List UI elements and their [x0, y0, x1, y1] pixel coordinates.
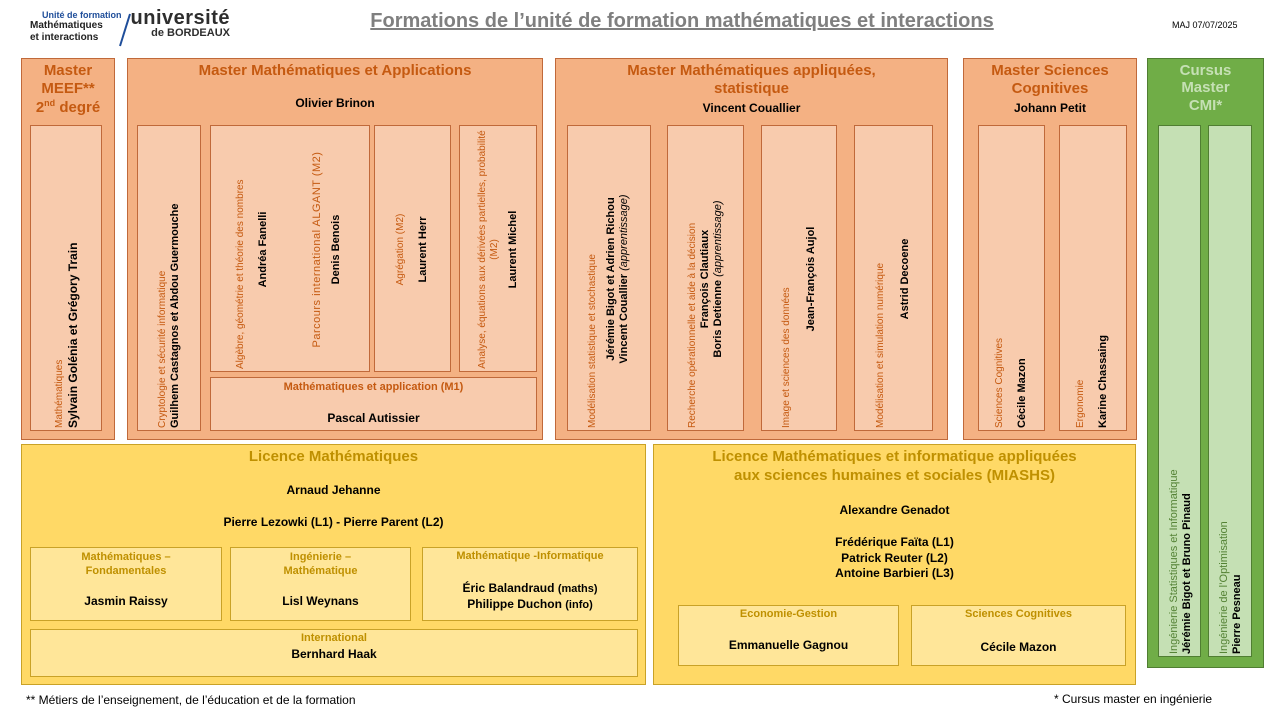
msc-head: Johann Petit	[1013, 101, 1086, 115]
mmas-track-ro-note: (apprentissage)	[712, 200, 724, 277]
mmas-track-ro-people1: François Clautiaux	[698, 229, 711, 329]
master-maths-applications-box	[127, 58, 543, 440]
lmath-title: Licence Mathématiques	[248, 448, 419, 465]
mma-track-analyse-people: Laurent Michel	[507, 210, 520, 289]
cmi-title-line2: Master	[1181, 79, 1230, 97]
lmath-track-info-note-a: (maths)	[557, 583, 598, 595]
mma-track-algebre-people: Andréa Fanelli	[257, 211, 270, 288]
footer-note-meef: ** Métiers de l’enseignement, de l’éducation et de la formation	[26, 693, 356, 707]
lmath-head: Arnaud Jehanne	[286, 483, 381, 497]
msc-track-ergonomie-people: Karine Chassaing	[1097, 335, 1110, 428]
master-meef-title	[22, 62, 114, 117]
mmas-track-ro-vertical	[672, 130, 740, 428]
mma-track-crypto	[137, 125, 201, 431]
master-meef-title-line2: MEEF**	[41, 80, 95, 97]
mma-track-algebre	[210, 125, 370, 372]
miashs-title	[654, 448, 1135, 486]
mmas-track-ro-label: Recherche opérationnelle et aide à la décision	[686, 222, 698, 428]
unit-logo-line2: Mathématiques	[30, 20, 103, 32]
mma-track-crypto-label: Cryptologie et sécurité informatique	[157, 270, 169, 428]
mma-track-agregation-people: Laurent Herr	[417, 216, 430, 283]
mmas-head: Vincent Couallier	[702, 101, 801, 115]
cmi-track-optim-vertical	[1212, 130, 1250, 654]
unit-logo-line1: Unité de formation	[42, 10, 122, 20]
cmi-track-optim	[1208, 125, 1252, 657]
mmas-track-stat-label: Modélisation statistique et stochastique	[586, 254, 598, 428]
miashs-people	[654, 535, 1135, 582]
mma-track-algant-people: Denis Benois	[330, 214, 342, 285]
mmas-track-stat-people1: Jérémie Bigot et Adrien Richou	[604, 197, 617, 361]
meef-math-vertical	[37, 130, 97, 428]
cmi-title-line3: CMI*	[1188, 96, 1223, 114]
miashs-title-line2: aux sciences humaines et sociales (MIASHS)	[734, 466, 1055, 484]
master-meef-box	[21, 58, 115, 440]
mmas-track-stat-vertical	[572, 130, 646, 428]
msc-title-line2: Cognitives	[1011, 80, 1089, 97]
mma-track-algant-vertical	[289, 130, 365, 369]
university-logo-sub: de BORDEAUX	[151, 27, 230, 39]
master-meef-title-sup: nd	[44, 98, 56, 108]
meef-math-people: Sylvain Golénia et Grégory Train	[65, 242, 80, 428]
page-title: Formations de l’unité de formation mathématiques et interactions	[370, 10, 994, 32]
miashs-track-eco-people: Emmanuelle Gagnou	[728, 638, 849, 652]
cursus-master-cmi-box	[1147, 58, 1264, 668]
mmas-track-stat	[567, 125, 651, 431]
mmas-track-stat-people2-line	[618, 130, 631, 428]
mma-track-analyse	[459, 125, 537, 372]
miashs-track-cogni-people: Cécile Mazon	[980, 640, 1057, 654]
mmas-title-line2: statistique	[713, 80, 789, 97]
licence-miashs-box	[653, 444, 1136, 685]
unit-logo-line3: et interactions	[30, 31, 99, 43]
msc-track-sciences	[978, 125, 1045, 431]
msc-track-ergonomie-label: Ergonomie	[1075, 379, 1087, 428]
mmas-track-ro-people2: Boris Detienne	[712, 279, 724, 358]
mma-track-analyse-vertical	[464, 130, 534, 369]
lmath-track-ingenierie-label: Ingénierie – Mathématique	[283, 551, 358, 578]
cmi-track-isi-label: Ingénierie Statistiques et Informatique	[1167, 469, 1180, 654]
lmath-track-fondamentales	[30, 547, 222, 621]
mma-track-algant-text	[289, 130, 365, 369]
msc-track-ergonomie-text	[1064, 130, 1122, 428]
lmath-international-box	[30, 629, 638, 677]
cmi-track-isi-people: Jérémie Bigot et Bruno Pinaud	[1181, 493, 1193, 654]
mmas-track-image-people: Jean-François Aujol	[805, 226, 818, 332]
miashs-people-l1: Frédérique Faïta (L1)	[835, 535, 954, 549]
mma-track-agregation	[374, 125, 451, 372]
master-maths-appliquees-box	[555, 58, 948, 440]
master-meef-title-line1: Master	[43, 62, 93, 79]
update-date: MAJ 07/07/2025	[1172, 20, 1238, 30]
msc-track-sciences-people: Cécile Mazon	[1016, 358, 1029, 428]
university-logo	[130, 8, 230, 39]
lmath-international-people: Bernhard Haak	[291, 647, 377, 661]
mma-track-algebre-vertical	[215, 130, 291, 369]
lmath-track-ingenierie-people: Lisl Weynans	[282, 594, 359, 608]
meef-math-text	[37, 130, 97, 428]
mmas-track-simu-label: Modélisation et simulation numérique	[875, 262, 887, 428]
university-logo-name: université	[130, 7, 230, 29]
lmath-track-info-label: Mathématique -Informatique	[456, 550, 604, 562]
msc-track-sciences-text	[983, 130, 1041, 428]
mma-title: Master Mathématiques et Applications	[198, 62, 472, 79]
miashs-track-eco-label: Economie-Gestion	[739, 608, 838, 620]
mmas-track-stat-text	[572, 130, 646, 428]
lmath-track-info	[422, 547, 638, 621]
mmas-track-image	[761, 125, 837, 431]
lmath-track-fondamentales-people: Jasmin Raissy	[84, 594, 168, 608]
master-meef-title-line3	[22, 98, 114, 117]
mma-track-crypto-people: Guilhem Castagnos et Abdou Guermouche	[169, 203, 182, 428]
mmas-title	[556, 62, 947, 98]
miashs-track-eco	[678, 605, 899, 666]
lmath-track-info-line-a	[423, 581, 637, 595]
lmath-heads2: Pierre Lezowki (L1) - Pierre Parent (L2)	[223, 515, 444, 529]
cmi-track-isi-vertical	[1162, 130, 1200, 654]
msc-title-line1: Master Sciences	[991, 62, 1109, 79]
mmas-track-simu-vertical	[859, 130, 929, 428]
mmas-track-simu-people: Astrid Decoene	[899, 238, 912, 320]
mmas-track-image-text	[766, 130, 834, 428]
miashs-track-cogni	[911, 605, 1126, 666]
mmas-track-stat-people2: Vincent Couallier	[618, 273, 630, 364]
mma-m1-box	[210, 377, 537, 431]
mmas-track-image-vertical	[766, 130, 834, 428]
mmas-track-ro	[667, 125, 744, 431]
cmi-title	[1148, 62, 1263, 114]
unit-logo	[30, 10, 130, 43]
msc-track-ergonomie	[1059, 125, 1127, 431]
lmath-track-info-people-b: Philippe Duchon	[467, 597, 562, 611]
mmas-title-line1: Master Mathématiques appliquées,	[627, 62, 876, 79]
footer-note-cmi: * Cursus master en ingénierie	[1054, 692, 1213, 706]
lmath-track-fondamentales-label: Mathématiques – Fondamentales	[81, 551, 171, 578]
msc-title	[964, 62, 1136, 98]
mma-track-algebre-label: Algèbre, géométrie et théorie des nombres	[235, 179, 247, 369]
miashs-title-line1: Licence Mathématiques et informatique appliquées	[712, 448, 1077, 465]
mma-m1-people: Pascal Autissier	[327, 411, 420, 425]
mma-head: Olivier Brinon	[295, 96, 375, 110]
mma-track-crypto-vertical	[142, 130, 198, 428]
lmath-track-ingenierie	[230, 547, 411, 621]
cmi-track-optim-people: Pierre Pesneau	[1231, 574, 1243, 654]
miashs-people-l2: Patrick Reuter (L2)	[841, 550, 948, 565]
mma-track-agregation-vertical	[379, 130, 447, 369]
miashs-track-cogni-label: Sciences Cognitives	[965, 608, 1072, 620]
lmath-track-info-note-b: (info)	[565, 599, 593, 611]
miashs-head: Alexandre Genadot	[839, 503, 950, 517]
cmi-track-optim-label: Ingénierie de l’Optimisation	[1217, 521, 1230, 654]
miashs-people-l3: Antoine Barbieri (L3)	[835, 566, 954, 581]
mmas-track-stat-note: (apprentissage)	[618, 194, 630, 271]
cmi-track-optim-text	[1212, 130, 1250, 654]
mmas-track-simu-text	[859, 130, 929, 428]
lmath-track-info-people-a: Éric Balandraud	[462, 581, 555, 595]
cmi-title-line1: Cursus	[1179, 62, 1232, 79]
mma-track-algant-label: Parcours international ALGANT (M2)	[310, 151, 323, 348]
cmi-track-isi-text	[1162, 130, 1200, 654]
mma-track-analyse-label: Analyse, équations aux dérivées partielles, probabilité (M2)	[477, 130, 501, 369]
mma-track-analyse-text	[464, 130, 534, 369]
msc-track-ergonomie-vertical	[1064, 130, 1122, 428]
mmas-track-image-label: Image et sciences des données	[781, 287, 793, 428]
mmas-track-simu	[854, 125, 933, 431]
mma-track-crypto-text	[142, 130, 198, 428]
mma-m1-label: Mathématiques et application (M1)	[283, 381, 464, 393]
lmath-track-info-line-b	[423, 597, 637, 611]
msc-track-sciences-vertical	[983, 130, 1041, 428]
meef-math-box	[30, 125, 102, 431]
cmi-track-isi	[1158, 125, 1201, 657]
mma-track-agregation-label: Agrégation (M2)	[395, 213, 407, 286]
msc-track-sciences-label: Sciences Cognitives	[994, 337, 1006, 428]
master-meef-title-degree: degré	[55, 99, 101, 116]
mma-track-algebre-text	[215, 130, 291, 369]
mmas-track-ro-text	[672, 130, 740, 428]
mma-track-agregation-text	[379, 130, 447, 369]
meef-math-label: Mathématiques	[53, 359, 65, 428]
mmas-track-ro-people2-line	[712, 130, 725, 428]
master-meef-title-num: 2	[35, 99, 45, 116]
master-sciences-cognitives-box	[963, 58, 1137, 440]
lmath-international-label: International	[300, 632, 367, 644]
licence-maths-box	[21, 444, 646, 685]
